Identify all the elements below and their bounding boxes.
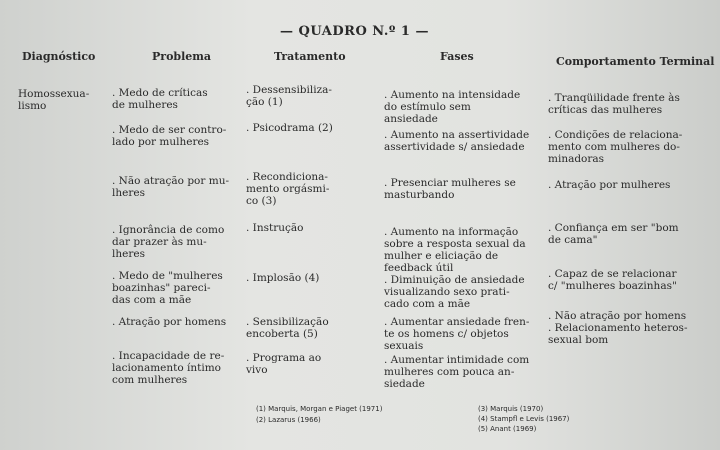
row-problema: . Ignorância de como dar prazer às mu- lheres — [112, 224, 225, 260]
row-comportamento: . Atração por mulheres — [548, 179, 671, 191]
footnote-1: (1) Marquis, Morgan e Piaget (1971) — [256, 405, 383, 413]
row-comportamento: . Confiança em ser "bom de cama" — [548, 222, 679, 246]
header-comportamento: Comportamento Terminal — [556, 55, 715, 68]
row-tratamento: . Psicodrama (2) — [246, 122, 333, 134]
row-comportamento: . Tranqüilidade frente às críticas das mulheres — [548, 92, 680, 116]
header-problema: Problema — [152, 50, 212, 63]
row-fases: . Aumento na intensidade do estímulo sem ansiedade — [384, 89, 521, 125]
row-problema: . Não atração por mu- lheres — [112, 175, 230, 199]
row-tratamento: . Sensibilização encoberta (5) — [246, 316, 329, 340]
header-tratamento: Tratamento — [274, 50, 346, 63]
footnote-3: (3) Marquis (1970) — [478, 405, 544, 413]
row-fases: . Aumento na assertividade assertividade s/ ansiedade — [384, 129, 530, 153]
row-tratamento: . Programa ao vivo — [246, 352, 322, 376]
header-diagnostico: Diagnóstico — [22, 50, 96, 63]
row-tratamento: . Instrução — [246, 222, 304, 234]
footnote-2: (2) Lazarus (1966) — [256, 416, 321, 424]
row-fases: . Aumentar intimidade com mulheres com pouca an- siedade — [384, 354, 530, 390]
footnote-5: (5) Anant (1969) — [478, 425, 537, 433]
row-comportamento: . Não atração por homens . Relacionamento heteros- sexual bom — [548, 310, 688, 346]
row-tratamento: . Dessensibiliza- ção (1) — [246, 84, 332, 108]
row-tratamento: . Recondiciona- mento orgásmi- co (3) — [246, 171, 330, 207]
row-fases: . Aumentar ansiedade fren- te os homens c/ objetos sexuais — [384, 316, 530, 352]
table-title: — QUADRO N.º 1 — — [280, 24, 429, 39]
row-comportamento: . Capaz de se relacionar c/ "mulheres boazinhas" — [548, 268, 677, 292]
row-comportamento: . Condições de relaciona- mento com mulheres do- minadoras — [548, 129, 683, 165]
row-problema: . Atração por homens — [112, 316, 227, 328]
row-fases: . Diminuição de ansiedade visualizando sexo prati- cado com a mãe — [384, 274, 525, 310]
row-fases: . Presenciar mulheres se masturbando — [384, 177, 516, 201]
diagnostico-cell: Homossexua- lismo — [18, 88, 90, 112]
row-problema: . Medo de "mulheres boazinhas" pareci- das com a mãe — [112, 270, 223, 306]
row-problema: . Medo de ser contro- lado por mulheres — [112, 124, 227, 148]
row-problema: . Medo de críticas de mulheres — [112, 87, 208, 111]
row-problema: . Incapacidade de re- lacionamento íntimo com mulheres — [112, 350, 225, 386]
footnote-4: (4) Stampfl e Levis (1967) — [478, 415, 570, 423]
row-fases: . Aumento na informação sobre a resposta sexual da mulher e eliciação de feedback útil — [384, 226, 526, 274]
header-fases: Fases — [440, 50, 474, 63]
row-tratamento: . Implosão (4) — [246, 272, 320, 284]
